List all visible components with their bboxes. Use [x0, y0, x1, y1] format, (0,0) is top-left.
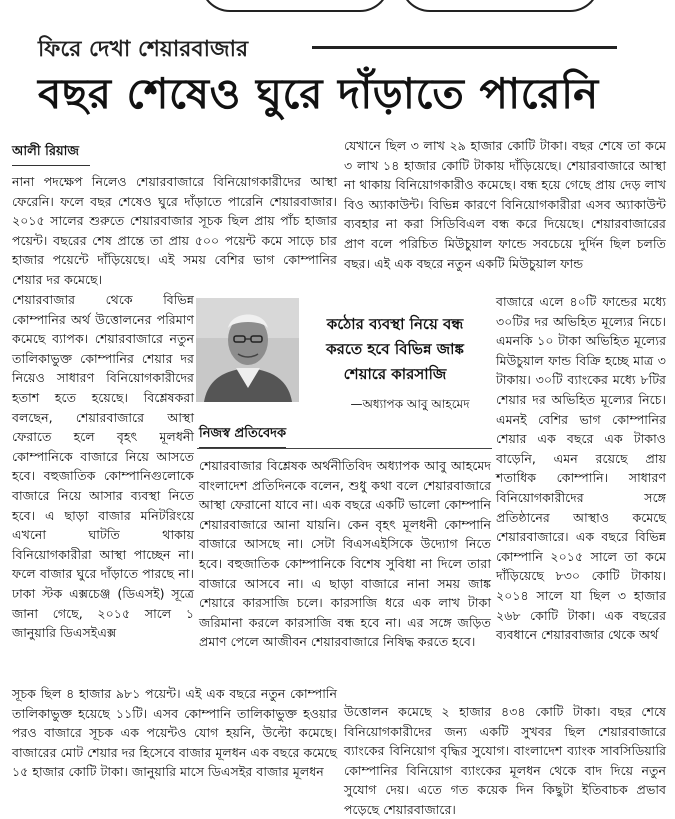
body-bottom-left: সূচক ছিল ৪ হাজার ৯৮১ পয়েন্ট। এই এক বছরে নতুন কোম্পানি তালিকাভুক্ত হয়েছে ১১টি। এসব কোম্পানি তালিকাভুক্ত হওয়ার পরও বাজারে সূচক এক পয়েন্টও যোগ হয়নি, উল্টো কমেছে। বাজারের মোট শেয়ার দর হিসেবে বাজার মূলধন এক বছরে কমেছে ১৫ হাজার কোটি টাকা। জানুয়ারি মাসে ডিএসইর বাজার মূলধন [12, 686, 337, 780]
top-border-ornament [0, 0, 675, 14]
portrait-image [196, 298, 299, 402]
body-right-column: বাজারে এলে ৪০টি ফান্ডের মধ্যে ৩০টির দর অভিহিত মূল্যের নিচে। এমনকি ১০ টাকা অভিহিত মূল্যের মিউচুয়াল ফান্ড বিক্রি হচ্ছে মাত্র ৩ টাকায়। ৩০টি ব্যাংকের মধ্যে ৮টির শেয়ার দর অভিহিত মূল্যের নিচে। এমনই বেশির ভাগ কোম্পানির শেয়ার এক বছরে এক টাকাও বাড়েনি, এমন রয়েছে প্রায় শতাধিক কোম্পানি। সাধারণ বিনিয়োগকারীদের সঙ্গে প্রতিষ্ঠানের আস্থাও কমেছে শেয়ারবাজারে। এক বছরে বিভিন্ন কোম্পানি ২০১৫ সালে তা কমে দাঁড়িয়েছে ৮৩০ কোটি টাকায়। ২০১৪ সালে যা ছিল ৩ হাজার ২৬৮ কোটি টাকা। এক বছরের ব্যবধানে শেয়ারবাজার থেকে অর্থ [496, 294, 666, 643]
body-left-column: শেয়ারবাজার থেকে বিভিন্ন কোম্পানির অর্থ উত্তোলনের পরিমাণ কমেছে ব্যাপক। শেয়ারবাজারে নতুন তালিকাভুক্ত কোম্পানির শেয়ার দর নিয়েও সাধারণ বিনিয়োগকারীদের হতাশ হতে হয়েছে। বিশ্লেষকরা বলছেন, শেয়ারবাজারে আস্থা ফেরাতে হলে বৃহৎ মূলধনী কোম্পানিকে বাজারে নিয়ে আসতে হবে। বহুজাতিক কোম্পানিগুলোকে বাজারে নিয়ে আসার ব্যবস্থা নিতে হবে। এ ছাড়া বাজার মনিটরিংয়ে এখনো ঘাটতি থাকায় বিনিয়োগকারীরা আস্থা পাচ্ছেন না। ফলে বাজার ঘুরে দাঁড়াতে পারছে না। ঢাকা স্টক এক্সচেঞ্জ (ডিএসই) সূত্রে জানা গেছে, ২০১৫ সালে ১ জানুয়ারি ডিএসইএক্স [12, 292, 194, 641]
column-divider [197, 448, 492, 449]
top-border-arc-right [400, 0, 600, 12]
author-byline: আলী রিয়াজ [12, 142, 90, 166]
top-border-arc-left [200, 0, 390, 12]
kicker-rule [312, 46, 617, 49]
article-kicker: ফিরে দেখা শেয়ারবাজার [38, 37, 249, 62]
article-headline: বছর শেষেও ঘুরে দাঁড়াতে পারেনি [38, 69, 599, 118]
author-photo [196, 298, 299, 402]
pull-quote-attribution: —অধ্যাপক আবু আহমেদ [350, 397, 470, 411]
body-intro: নানা পদক্ষেপ নিলেও শেয়ারবাজারে বিনিয়োগকারীদের আস্থা ফেরেনি। ফলে বছর শেষেও ঘুরে দাঁড়াতে পারেনি শেয়ারবাজার। ২০১৫ সালের শুরুতে শেয়ারবাজার সূচক ছিল প্রায় পাঁচ হাজার পয়েন্ট। বছরের শেষ প্রান্তে তা প্রায় ৫০০ পয়েন্ট কমে সাড়ে চার হাজার পয়েন্টে দাঁড়িয়েছে। এই সময় বেশির ভাগ কোম্পানির শেয়ার দর কমেছে। [12, 174, 337, 287]
body-center-interview: শেয়ারবাজার বিশ্লেষক অর্থনীতিবিদ অধ্যাপক আবু আহমেদ বাংলাদেশ প্রতিদিনকে বলেন, শুধু কথা বলে শেয়ারবাজারে আস্থা ফেরানো যাবে না। এক বছরে একটি ভালো কোম্পানি শেয়ারবাজারে আনা যায়নি। কেন বৃহৎ মূলধনী কোম্পানি বাজারে আসছে না। সেটা বিএসএইসিকে উদ্যোগ নিতে হবে। বহুজাতিক কোম্পানিকে বিশেষ সুবিধা না দিলে তারা বাজারে আসবে না। এ ছাড়া বাজারে নানা সময় জাঙ্ক শেয়ারে কারসাজি চলে। কারসাজি ধরে এক লাখ টাকা জরিমানা করলে কারসাজি বন্ধ হবে না। এর সঙ্গে জড়িত প্রমাণ পেলে আজীবন শেয়ারবাজারে নিষিদ্ধ করতে হবে। [199, 458, 491, 650]
body-bottom-right: উত্তোলন কমেছে ২ হাজার ৪৩৪ কোটি টাকা। বছর শেষে বিনিয়োগকারীদের জন্য একটি সুখবর ছিল শেয়ারবাজারে ব্যাংকের বিনিয়োগ বৃদ্ধির সুযোগ। বাংলাদেশ ব্যাংক সাবসিডিয়ারি কোম্পানির বিনিয়োগ ব্যাংকের মূলধন থেকে বাদ দিয়ে নতুন সুযোগ দেয়। এতে গত কয়েক দিন কিছুটা ইতিবাচক প্রভাব পড়েছে শেয়ারবাজারে। [344, 704, 666, 817]
reporter-byline: নিজস্ব প্রতিবেদক [199, 424, 286, 448]
pull-quote: কঠোর ব্যবস্থা নিয়ে বন্ধ করতে হবে বিভিন্ন জাঙ্ক শেয়ারে কারসাজি [326, 315, 464, 383]
body-top-right: যেখানে ছিল ৩ লাখ ২৯ হাজার কোটি টাকা। বছর শেষে তা কমে ৩ লাখ ১৪ হাজার কোটি টাকায় দাঁড়িয়েছে। শেয়ারবাজারে আস্থা না থাকায় বিনিয়োগকারীও কমেছে। বন্ধ হয়ে গেছে প্রায় দেড় লাখ বিও অ্যাকাউন্ট। বিভিন্ন কারণে বিনিয়োগকারীরা এসব অ্যাকাউন্ট ব্যবহার না করা সিডিবিএল বন্ধ করে দিয়েছে। শেয়ারবাজারের প্রাণ বলে পরিচিত মিউচুয়াল ফান্ডে সবচেয়ে দুর্দিন ছিল চলতি বছর। এই এক বছরে নতুন একটি মিউচুয়াল ফান্ড [344, 138, 666, 271]
